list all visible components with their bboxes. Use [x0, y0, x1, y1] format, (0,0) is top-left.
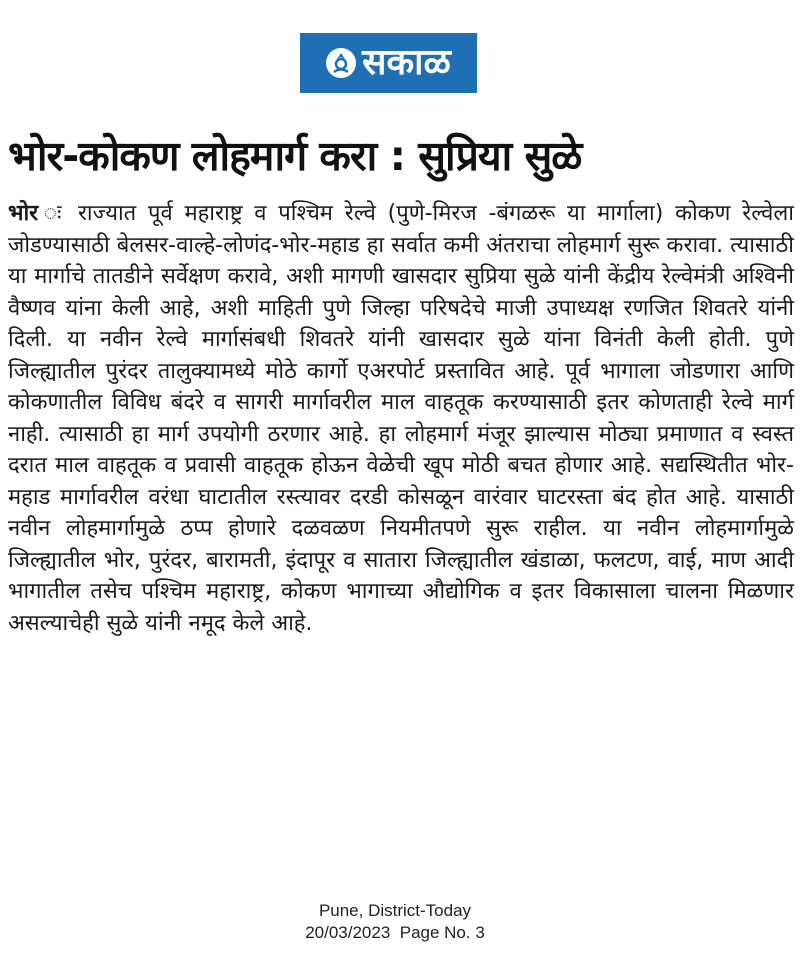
article-body-text: राज्यात पूर्व महाराष्ट्र व पश्चिम रेल्वे (पुणे-मिरज -बंगळरू या मार्गाला) कोकण रेल्वेला जोडण्यासाठी बेलसर-वाल्हे-लोणंद-भोर-महाड हा सर्वात कमी अंतराचा लोहमार्ग सुरू करावा. त्यासाठी या मार्गाचे तातडीने सर्वेक्षण करावे, अशी मागणी खासदार सुप्रिया सुळे यांनी केंद्रीय रेल्वेमंत्री अश्विनी वैष्णव यांना केली आहे, अशी माहिती पुणे जिल्हा परिषदेचे माजी उपाध्यक्ष रणजित शिवतरे यांनी दिली. या नवीन रेल्वे मार्गासंबधी शिवतरे यांनी खासदार सुळे यांना विनंती केली होती. पुणे जिल्ह्यातील पुरंदर तालुक्यामध्ये मोठे कार्गो एअरपोर्ट प्रस्तावित आहे. पूर्व भागाला जोडणारा आणि कोकणातील विविध बंदरे व सागरी मार्गावरील माल वाहतूक करण्यासाठी इतर कोणताही रेल्वे मार्ग नाही. त्यासाठी हा मार्ग उपयोगी ठरणार आहे. हा लोहमार्ग मंजूर झाल्यास मोठ्या प्रमाणात व स्वस्त दरात माल वाहतूक व प्रवासी वाहतूक होऊन वेळेची खूप मोठी बचत होणार आहे. सद्यस्थितीत भोर-महाड मार्गावरील वरंधा घाटातील रस्त्यावर दरडी कोसळून वारंवार घाटरस्ता बंद होत आहे. यासाठी नवीन लोहमार्गामुळे ठप्प होणारे दळवळण नियमीतपणे सुरू राहील. या नवीन लोहमार्गामुळे जिल्ह्यातील भोर, पुरंदर, बारामती, इंदापूर व सातारा जिल्ह्यातील खंडाळा, फलटण, वाई, माण आदी भागातील तसेच पश्चिम महाराष्ट्र, कोकण भागाच्या औद्योगिक व इतर विकासाला चालना मिळणार असल्याचेही सुळे यांनी नमूद केले आहे. — [8, 201, 794, 636]
sakal-emblem-icon — [326, 48, 356, 78]
masthead-brand: सकाळ — [362, 42, 451, 83]
dateline-separator: ः — [38, 201, 78, 226]
source-info — [0, 900, 790, 944]
source-date-page: 20/03/2023 Page No. 3 — [305, 923, 485, 942]
source-publication: Pune, District-Today — [318, 901, 472, 920]
article-body — [8, 198, 794, 639]
article-dateline: भोर — [8, 201, 39, 226]
sakal-masthead — [300, 33, 477, 93]
article-headline: भोर-कोकण लोहमार्ग करा : सुप्रिया सुळे — [8, 132, 582, 180]
